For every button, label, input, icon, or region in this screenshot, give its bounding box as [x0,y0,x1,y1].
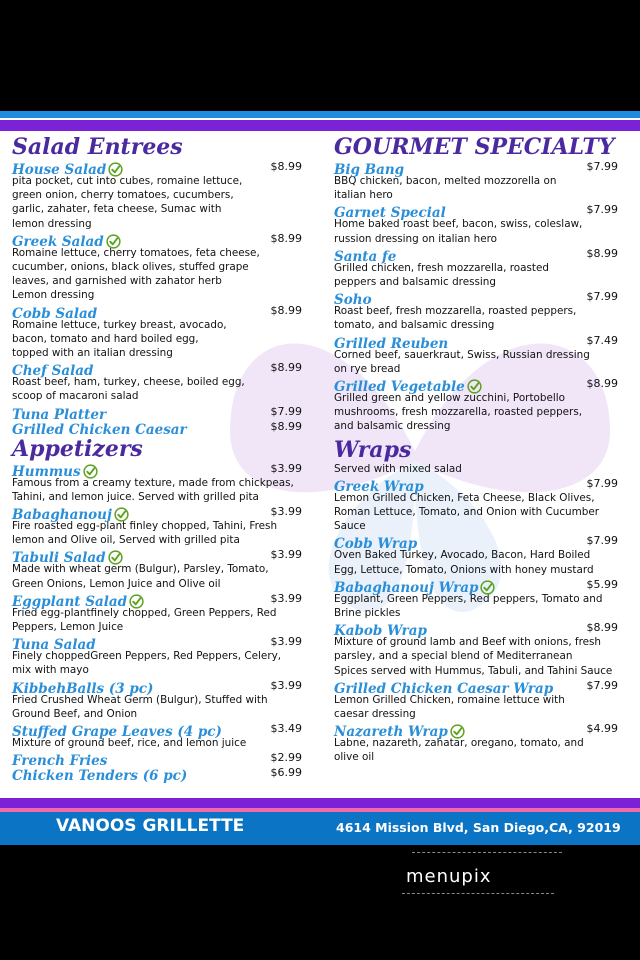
menu-item-description: green onion, cherry tomatoes, cucumbers, [12,189,234,202]
menu-item [12,404,302,423]
menu-item-header [12,765,302,785]
menu-item-price: $6.99 [270,766,302,780]
menu-item-description: Roast beef, fresh mozzarella, roasted peppers, [334,305,577,318]
menu-item-price: $8.99 [270,160,302,173]
menu-item [334,246,618,289]
menu-item-header [334,476,618,495]
menu-item-description: Finely choppedGreen Peppers, Red Peppers, Celery, [12,650,282,663]
menu-item-price: $5.99 [586,577,618,591]
right-column [334,135,618,765]
menu-item [12,360,302,403]
menu-item-description: Oven Baked Turkey, Avocado, Bacon, Hard Boiled [334,549,591,562]
menu-item-header [334,376,618,396]
gourmet-title: GOURMET SPECIALTY [334,134,615,160]
menu-item-name: Kabob Wrap [334,623,427,640]
menu-item-description: Roman Lettuce, Tomato, and Onion with Cucumber [334,506,600,519]
menu-item-price: $8.99 [270,303,302,317]
menu-item [334,333,618,376]
menu-item-name: Tuna Salad [12,637,96,654]
menu-item-description: Sauce [334,520,366,533]
appetizers-title: Appetizers [12,435,143,462]
menu-item-price: $3.99 [270,591,302,605]
menu-item-header [334,289,618,309]
menu-item-name: House Salad [12,162,107,178]
wraps-list [334,476,618,765]
menu-item-description: Egg, Lettuce, Tomato, Onions with honey mustard [334,563,594,576]
menu-item-description: leaves, and garnished with zahator herb [12,275,222,288]
menu-item [334,620,618,678]
menu-item-name: Cobb Salad [12,305,98,322]
left-column [12,134,302,785]
menu-item [12,750,302,770]
menu-item-name: Grilled Vegetable [334,379,465,396]
menu-item-price: $2.99 [270,751,302,765]
gourmet-list [334,159,618,434]
menu-item [12,634,302,677]
menu-item [334,202,618,245]
salad-list [12,159,302,438]
footer-bar [0,812,640,845]
menu-page [0,111,640,845]
menu-item-price: $3.49 [270,722,302,736]
menu-item-name: Tuna Platter [12,406,107,423]
menu-item [12,721,302,750]
watermark-divider-top [412,852,562,853]
menu-item-header [12,750,302,770]
menupix-watermark: menupix [406,866,492,887]
menu-item-description: italian hero [334,189,393,202]
menu-item-description: and balsamic dressing [334,420,451,433]
menu-item [334,289,618,332]
menu-item-header [334,620,618,640]
menu-item [334,159,618,202]
menu-item-header [12,634,302,654]
menu-item-name: Greek Salad [12,233,104,250]
vegetarian-check-icon [108,162,123,177]
menu-item-price: $7.99 [586,160,618,173]
menu-item-description: on rye bread [334,362,401,375]
menu-item-description: Green Onions, Lemon Juice and Olive oil [12,577,221,590]
menu-item-description: pita pocket, cut into cubes, romaine lettuce, [12,175,243,187]
menu-item-name: Garnet Special [334,205,446,222]
menu-item-price: $7.99 [586,678,618,692]
menu-item-description: russion dressing on italian hero [334,232,498,245]
menu-item-description: mushrooms, fresh mozzarella, roasted peppers, [334,406,583,419]
menu-item-description: Romaine lettuce, cherry tomatoes, feta cheese, [12,246,260,259]
menu-item-header [334,577,618,596]
top-stripe-blue [0,111,640,118]
menu-item-header [334,333,618,352]
menu-item-name: Santa fe [334,248,397,265]
menu-item-header [12,721,302,741]
vegetarian-check-icon [450,724,465,739]
menu-item-description: garlic, zahater, feta cheese, Sumac with [12,203,222,216]
vegetarian-check-icon [108,550,123,565]
menu-item-header [334,246,618,265]
menu-item-price: $3.99 [270,678,302,692]
menu-item-description: tomato, and balsamic dressing [334,319,495,332]
menu-item [12,765,302,785]
menu-item [334,376,618,434]
menu-item-description: Ground Beef, and Onion [12,707,138,720]
menu-item-description: Peppers, Lemon Juice [12,621,124,634]
menu-item-price: $3.99 [270,505,302,519]
menu-item-description: Fire roasted egg-plant finley chopped, Tahini, Fresh [12,520,278,533]
menu-item-price: $7.99 [586,476,618,490]
menu-item-description: topped with an italian dressing [12,347,173,360]
menu-item-price: $3.99 [270,461,302,475]
menu-item [12,419,302,438]
menu-item [12,461,302,504]
menu-item-description: Famous from a creamy texture, made from chickpeas, [12,476,294,489]
menu-item-name: Soho [334,292,372,309]
menu-item-name: Chef Salad [12,363,94,380]
menu-item-price: $4.99 [586,722,618,736]
menu-item-header [12,504,302,524]
menu-item-name: Tabuli Salad [12,550,106,567]
menu-item-header [12,159,302,178]
menu-item-name: French Fries [12,753,108,770]
menu-item-price: $7.99 [270,404,302,418]
menu-item-header [334,533,618,553]
menu-item-description: mix with mayo [12,664,89,677]
menu-item [334,476,618,534]
menu-item [12,678,302,721]
menu-item-name: Nazareth Wrap [334,724,448,741]
vegetarian-check-icon [467,379,482,394]
menu-item-description: Tahini, and lemon juice. Served with grilled pita [12,490,259,503]
menu-item-header [12,404,302,423]
menu-item-description: Roast beef, ham, turkey, cheese, boiled egg, [12,376,245,389]
menu-item-price: $8.99 [586,377,618,391]
menu-item-description: Lemon Grilled Chicken, romaine lettuce with [334,693,565,706]
menu-item [12,547,302,590]
menu-item-price: $3.99 [270,548,302,562]
menu-item-description: caesar dressing [334,708,416,721]
menu-item [12,504,302,547]
menu-item-description: Romaine lettuce, turkey breast, avocado, [12,318,227,331]
menu-item-header [12,360,302,380]
menu-item [334,721,618,764]
menu-item-name: Babaghanouj [12,507,112,524]
vegetarian-check-icon [114,507,129,522]
top-stripe-purple [0,120,640,131]
watermark-divider-bottom [402,893,554,894]
menu-item-description: cucumber, onions, black olives, stuffed grape [12,261,249,274]
menu-item-description: Spices served with Hummus, Tabuli, and Tahini Sauce [334,664,613,677]
menu-item-price: $7.99 [586,534,618,548]
menu-item-name: Cobb Wrap [334,536,418,553]
menu-item-description: peppers and balsamic dressing [334,276,496,289]
menu-item-description: Mixture of ground lamb and Beef with onions, fresh [334,636,602,649]
menu-item-name: Chicken Tenders (6 pc) [12,768,188,785]
menu-item-header [12,547,302,567]
menu-item-description: lemon and Olive oil, Served with grilled pita [12,534,240,547]
menu-item [12,231,302,303]
restaurant-name: VANOOS GRILLETTE [56,816,245,836]
menu-item [12,591,302,634]
menu-item [334,533,618,576]
menu-item-name: Hummus [12,463,81,480]
menu-item-description: scoop of macaroni salad [12,390,139,403]
menu-item-name: Stuffed Grape Leaves (4 pc) [12,724,222,741]
vegetarian-check-icon [129,594,144,609]
menu-item-header [334,159,618,178]
appetizers-list [12,461,302,785]
menu-item-header [12,591,302,610]
menu-item-description: Made with wheat germ (Bulgur), Parsley, Tomato, [12,563,269,576]
menu-item-name: Babaghanouj Wrap [334,579,479,596]
menu-item-name: Eggplant Salad [12,593,128,610]
menu-item-price: $7.49 [586,333,618,347]
menu-item-description: BBQ chicken, bacon, melted mozzorella on [334,175,557,187]
menu-item-price: $8.99 [586,246,618,260]
menu-item-header [12,461,302,480]
menu-item [12,159,302,231]
menu-item-header [12,678,302,697]
menu-item-description: Fried Crushed Wheat Germ (Bulgur), Stuffed with [12,693,268,706]
restaurant-address: 4614 Mission Blvd, San Diego,CA, 92019 [336,820,621,835]
menu-item-header [12,419,302,438]
bottom-stripe-purple [0,798,640,808]
menu-item-description: Grilled green and yellow zucchini, Portobello [334,392,566,405]
menu-item-description: lemon dressing [12,217,92,230]
menu-item-description: Lemon Grilled Chicken, Feta Cheese, Black Olives, [334,491,595,504]
menu-item-name: Grilled Chicken Caesar Wrap [334,680,554,697]
menu-item-description: bacon, tomato and hard boiled egg, [12,332,199,345]
menu-item-description: Mixture of ground beef, rice, and lemon juice [12,737,247,750]
menu-item-description: Brine pickles [334,607,401,620]
menu-item-description: Grilled chicken, fresh mozzarella, roasted [334,261,549,274]
menu-item-header [334,721,618,741]
menu-item-description: Eggplant, Green Peppers, Red peppers, Tomato and [334,592,603,605]
menu-item-description: Home baked roast beef, bacon, swiss, coleslaw, [334,218,583,231]
wraps-title: Wraps [334,436,412,463]
menu-item-description: Labne, nazareth, zahatar, oregano, tomato, and [334,737,584,750]
vegetarian-check-icon [106,234,121,249]
menu-item-description: Corned beef, sauerkraut, Swiss, Russian dressing [334,348,590,361]
menu-item-header [334,202,618,222]
menu-item-header [12,231,302,250]
menu-item-price: $7.99 [586,203,618,217]
menu-item [334,678,618,721]
salad-title: Salad Entrees [12,134,183,160]
menu-item-header [334,678,618,697]
menu-item [12,303,302,361]
menu-item-price: $8.99 [270,361,302,375]
menu-item-description: olive oil [334,751,375,764]
menu-item-price: $3.99 [270,635,302,649]
menu-item-name: KibbehBalls (3 pc) [12,680,154,697]
menu-item-price: $8.99 [270,419,302,433]
vegetarian-check-icon [480,580,495,595]
menu-item [334,577,618,620]
menu-item-price: $7.99 [586,290,618,304]
menu-item-price: $8.99 [586,621,618,635]
menu-item-header [12,303,302,322]
vegetarian-check-icon [83,464,98,479]
menu-item-description: Fried egg-plantfinely chopped, Green Peppers, Red [12,606,277,619]
menu-item-name: Greek Wrap [334,478,424,495]
menu-item-name: Big Bang [334,162,405,178]
menu-item-description: parsley, and a special blend of Mediterranean [334,650,573,663]
menu-item-name: Grilled Reuben [334,335,449,352]
menu-item-description: Lemon dressing [12,289,95,302]
menu-item-name: Grilled Chicken Caesar [12,421,187,438]
menu-item-price: $8.99 [270,231,302,245]
wraps-subtitle: Served with mixed salad [334,462,462,475]
